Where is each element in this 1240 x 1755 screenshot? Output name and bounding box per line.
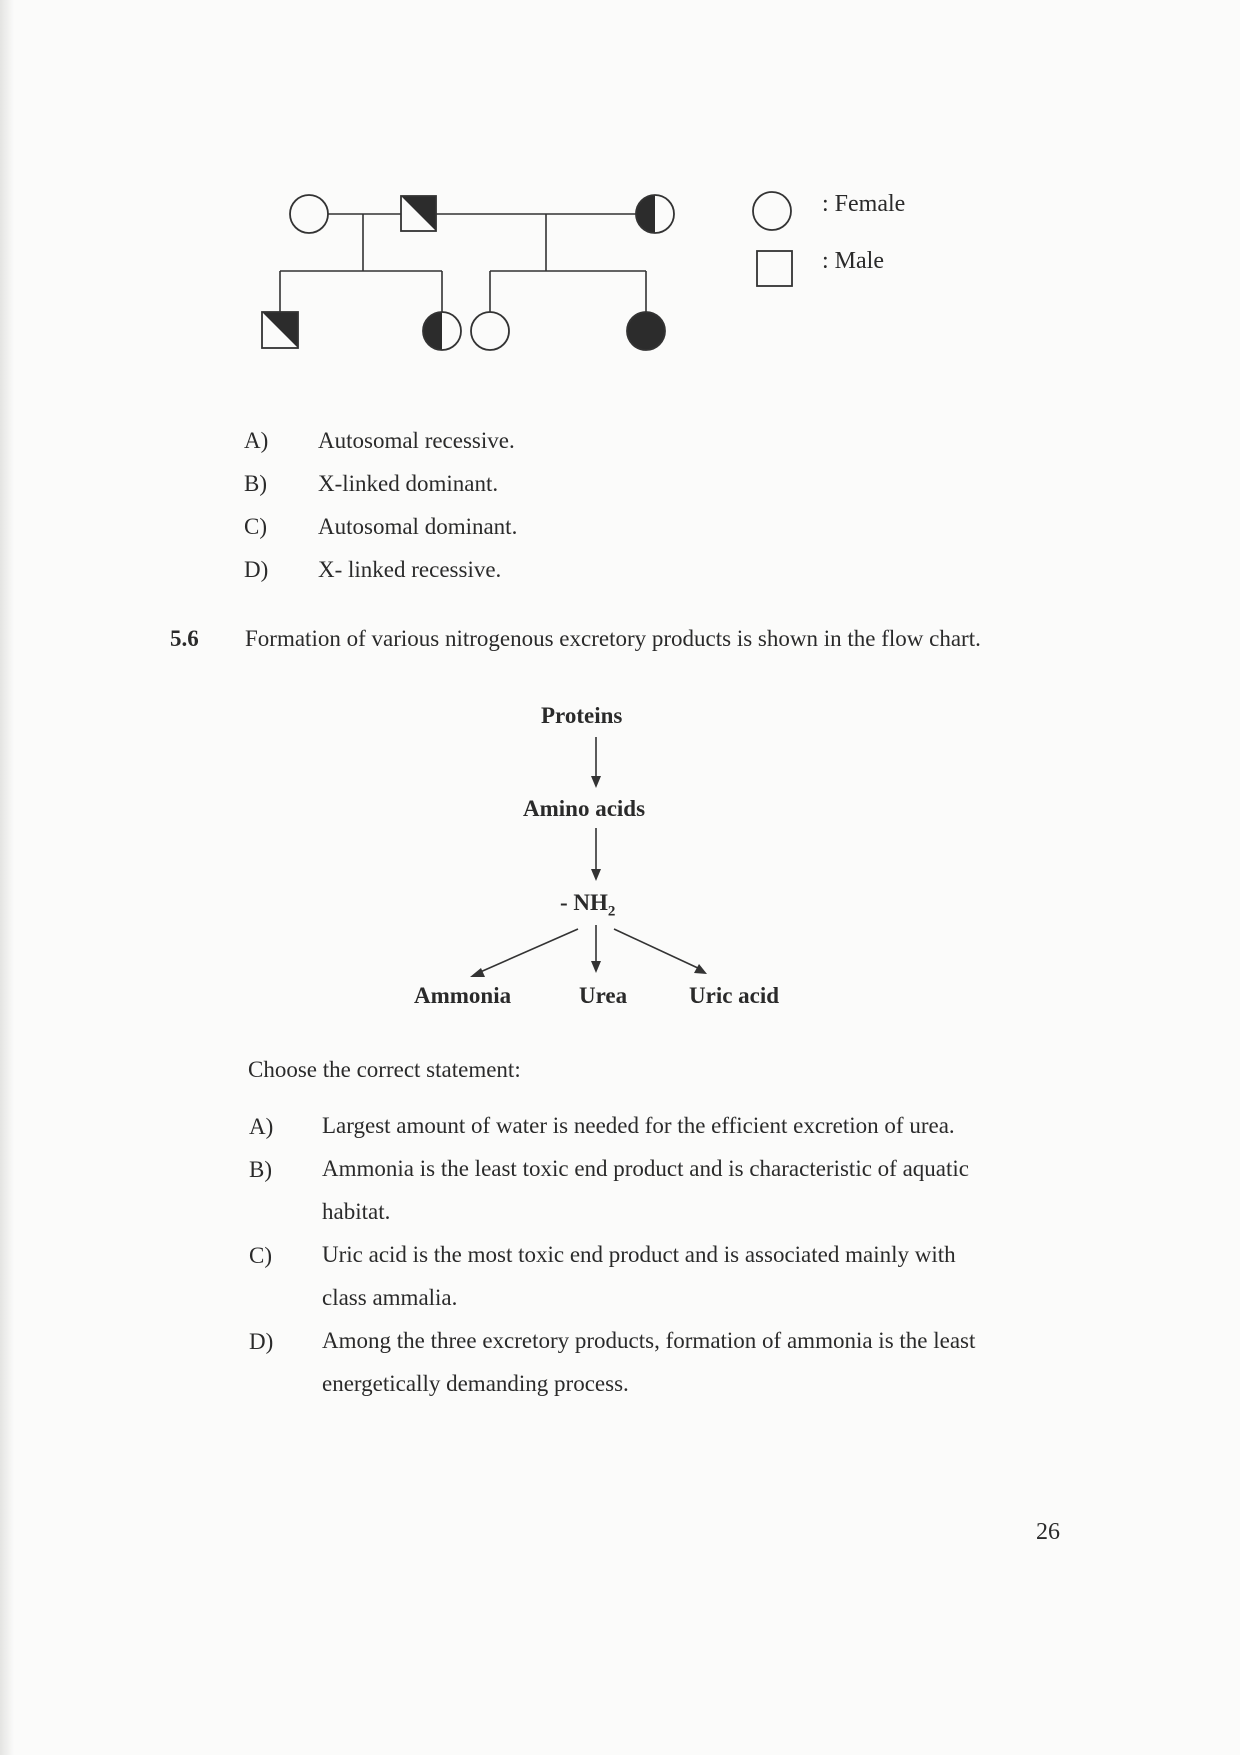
q5-option-d-text: X- linked recessive. (318, 557, 502, 582)
q5-option-a-text: Autosomal recessive. (318, 428, 515, 453)
legend-female-label: : Female (822, 191, 906, 217)
flow-node-urea: Urea (579, 983, 628, 1008)
q6-option-a-text: Largest amount of water is needed for the efficient excretion of urea. (322, 1113, 955, 1138)
pedigree-chart (0, 0, 1240, 380)
flow-node-uric-acid: Uric acid (689, 983, 780, 1008)
q6-option-d-text: Among the three excretory products, formation of ammonia is the least energetically demanding process. (322, 1328, 976, 1396)
q6-option-c-text: Uric acid is the most toxic end product and is associated mainly with class ammalia. (322, 1242, 956, 1310)
flow-node-amino-acids: Amino acids (523, 796, 646, 821)
q6-instruction: Choose the correct statement: (248, 1057, 521, 1082)
q6-option-b-letter: B) (249, 1157, 272, 1182)
q5-option-a-letter: A) (244, 428, 269, 453)
pedigree-male-carrier-I2 (401, 196, 436, 231)
legend-male-label: : Male (822, 248, 884, 274)
q6-option-c-letter: C) (249, 1243, 272, 1268)
pedigree-female-carrier-II2 (423, 312, 461, 350)
q6-number: 5.6 (170, 626, 199, 651)
legend-male-symbol (757, 251, 792, 286)
q5-option-b-letter: B) (244, 471, 267, 496)
q6-prompt: Formation of various nitrogenous excretory products is shown in the flow chart. (245, 626, 981, 651)
page-number: 26 (1036, 1519, 1060, 1545)
q5-option-c-text: Autosomal dominant. (318, 514, 518, 539)
pedigree-female-unaffected-II3 (471, 312, 509, 350)
q5-option-b-text: X-linked dominant. (318, 471, 499, 496)
legend-female-symbol (753, 192, 791, 230)
flow-node-proteins: Proteins (541, 703, 623, 728)
pedigree-female-affected-II4 (627, 312, 665, 350)
q6-option-a-letter: A) (249, 1114, 274, 1139)
pedigree-female-unaffected-I1 (290, 195, 328, 233)
q6-option-b-text: Ammonia is the least toxic end product and is characteristic of aquatic habitat. (322, 1156, 969, 1224)
flow-node-ammonia: Ammonia (414, 983, 512, 1008)
pedigree-male-carrier-II1 (262, 312, 298, 348)
q5-option-d-letter: D) (244, 557, 269, 582)
q6-option-d-letter: D) (249, 1329, 274, 1354)
q5-option-c-letter: C) (244, 514, 267, 539)
flow-node-amino-group: - $NH_2$ (560, 890, 616, 920)
pedigree-female-carrier-I3 (636, 195, 674, 233)
